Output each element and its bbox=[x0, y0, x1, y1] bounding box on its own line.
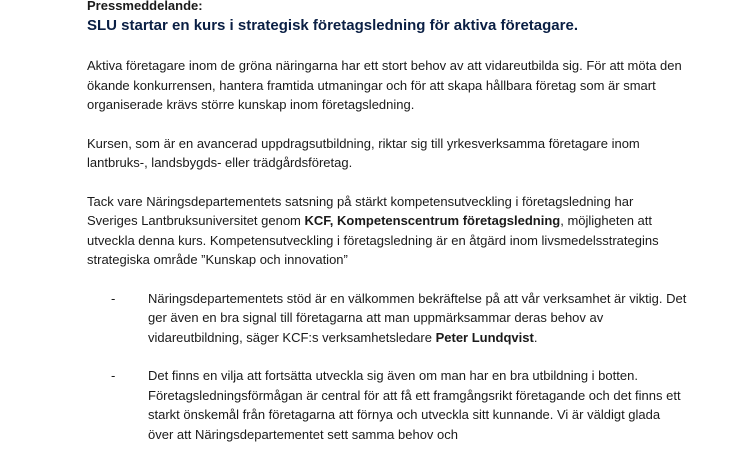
paragraph-funding bbox=[87, 192, 687, 270]
page-title: SLU startar en kurs i strategisk företagsledning för aktiva företagare. bbox=[87, 17, 578, 34]
speaker-name: Peter Lundqvist bbox=[435, 329, 534, 345]
dash-marker: - bbox=[111, 290, 116, 306]
list-item bbox=[87, 366, 687, 444]
document-page bbox=[87, 0, 687, 463]
dash-marker: - bbox=[111, 368, 116, 383]
quote-end: . bbox=[533, 329, 538, 345]
quote-text: Det finns en vilja att fortsätta utveckla sig även om man har en bra utbildning i botten. Företagsledningsförmågan är central för att få ett framgångsrikt företagande och det finns ett starkt önskemål från företagarna att förnya och utveckla sitt kunnande. Vi är väldigt glada över att Näringsdepartementet sett samma behov och bbox=[148, 368, 681, 442]
paragraph-intro: Aktiva företagare inom de gröna näringarna har ett stort behov av att vidareutbilda sig. För att möta den ökande konkurrensen, hantera framtida utmaningar och för att skapa hållbara företag som är smart organiserade krävs större kunskap inom företagsledning. bbox=[87, 58, 682, 112]
paragraph-course: Kursen, som är en avancerad uppdragsutbildning, riktar sig till yrkesverksamma företagare inom lantbruks-, landsbygds- eller trädgårdsföretag. bbox=[87, 135, 640, 170]
quote-list bbox=[87, 289, 687, 445]
paragraph-funding-text-a: Tack vare Näringsdepartementets satsning på stärkt kompetensutveckling i företagsledning har Sveriges Lantbruksuniversitet genom bbox=[87, 193, 634, 228]
press-release-label: Pressmeddelande: bbox=[87, 0, 203, 13]
kcf-name: KCF, Kompetenscentrum företagsledning bbox=[304, 213, 561, 228]
list-item bbox=[87, 289, 687, 348]
paragraph-funding-text-c: , möjligheten att utveckla denna kurs. Kompetensutveckling i företagsledning är en åtgärd inom livsmedelsstrategins strategiska område ”Kunskap och innovation” bbox=[87, 213, 659, 267]
quote-text: Näringsdepartementets stöd är en välkommen bekräftelse på att vår verksamhet är viktig. Det ger även en bra signal till företagarna att man uppmärksammar deras behov av vidareutbildning, säger KCF:s verksamhetsledare bbox=[148, 290, 687, 345]
